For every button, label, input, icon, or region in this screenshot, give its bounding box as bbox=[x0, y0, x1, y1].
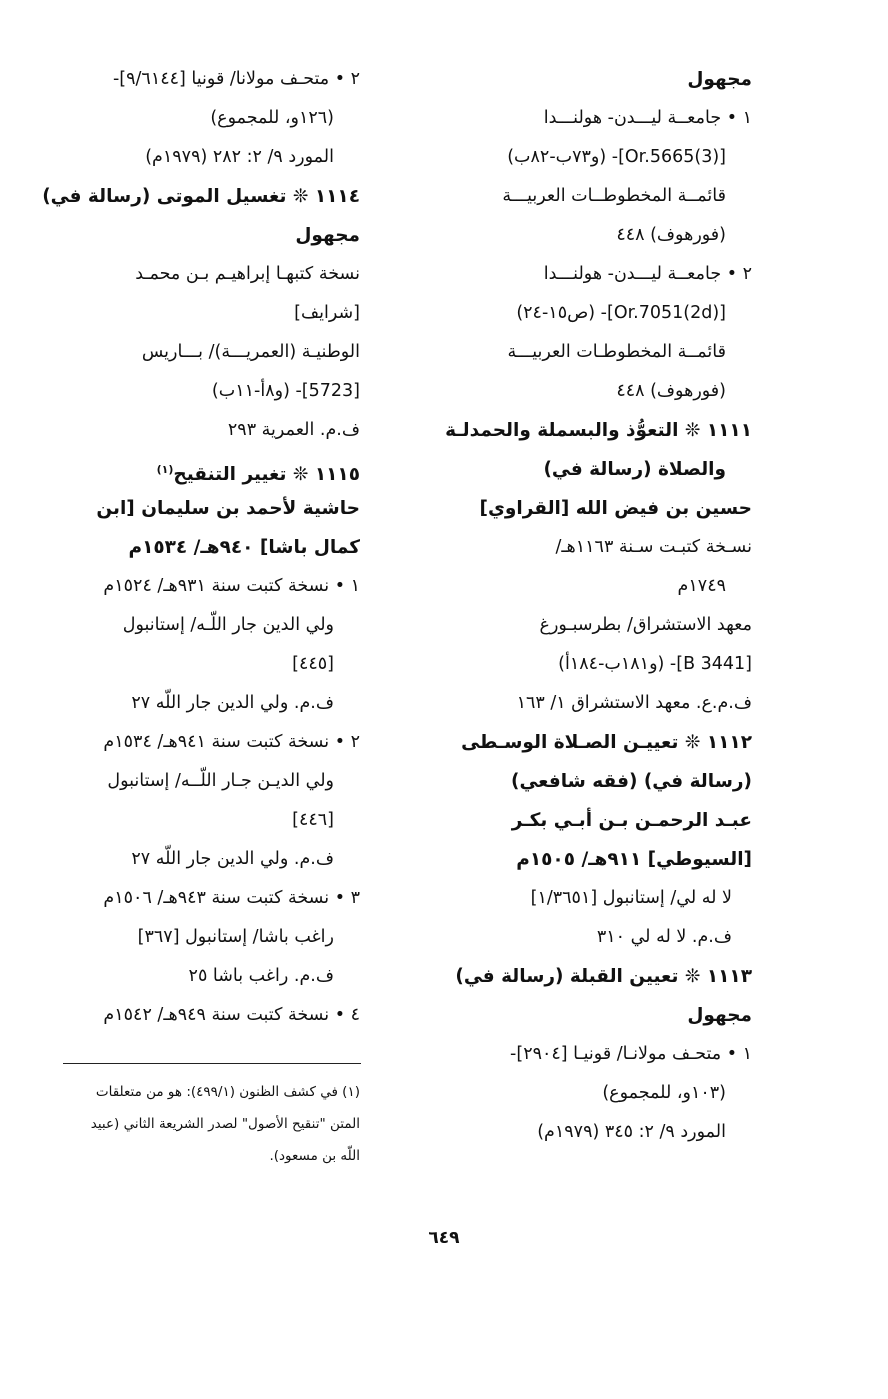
footnote bbox=[15, 1076, 360, 1172]
author-heading-cont: [السيوطي] ٩١١هـ/ ١٥٠٥م bbox=[516, 849, 752, 870]
manuscript-entry: نسـخة كتبـت سـنة ١١٦٣هـ/ bbox=[555, 537, 752, 557]
right-column bbox=[408, 60, 752, 1152]
manuscript-shelfmark: [٤٤٥] bbox=[292, 654, 334, 674]
page-number: ٦٤٩ bbox=[428, 1228, 460, 1248]
manuscript-library: لا له لي/ إستانبول [١/٣٦٥١] bbox=[530, 888, 732, 908]
manuscript-source: قائمــة المخطوطــات العربيـــة bbox=[502, 186, 726, 206]
entry-title bbox=[15, 450, 360, 489]
author-heading: حسين بن فيض الله [القراوي] bbox=[479, 498, 752, 519]
manuscript-shelfmark: [٤٤٦] bbox=[292, 810, 334, 830]
manuscript-date: ١٧٤٩م bbox=[677, 576, 726, 596]
entry-title: ١١١١ ❊ التعوُّذ والبسملة والحمدلـة bbox=[445, 420, 752, 441]
manuscript-library: معهد الاستشراق/ بطرسبـورغ bbox=[539, 615, 752, 635]
manuscript-entry-cont: [شرايف] bbox=[294, 303, 360, 323]
footnote-line: (١) في كشف الظنون (٤٩٩/١): هو من متعلقات bbox=[95, 1084, 360, 1100]
manuscript-source: (فورهوف) ٤٤٨ bbox=[616, 381, 726, 401]
manuscript-source: المورد ٩/ ٢: ٢٨٢ (١٩٧٩م) bbox=[145, 147, 334, 167]
manuscript-source: قائمــة المخطوطـات العربيـــة bbox=[507, 342, 726, 362]
manuscript-source: ف.م. ولي الدين جار اللّه ٢٧ bbox=[131, 693, 334, 713]
manuscript-entry: ١ • جامعــة ليـــدن- هولنـــدا bbox=[543, 108, 752, 128]
manuscript-source: (فورهوف) ٤٤٨ bbox=[616, 225, 726, 245]
entry-title-text: ١١١٥ ❊ تغيير التنقيح bbox=[173, 464, 360, 486]
manuscript-entry: ٢ • متحـف مولانا/ قونيا [٩/٦١٤٤]- bbox=[112, 69, 360, 89]
manuscript-source: ف.م. راغب باشا ٢٥ bbox=[188, 966, 334, 986]
manuscript-shelfmark: [B 3441]- (و١٨١ب-١٨٤أ) bbox=[558, 654, 752, 674]
entry-title-cont: والصلاة (رسالة في) bbox=[543, 459, 726, 480]
entry-title: ١١١٣ ❊ تعيين القبلة (رسالة في) bbox=[455, 966, 752, 987]
manuscript-entry: ١ • نسخة كتبت سنة ٩٣١هـ/ ١٥٢٤م bbox=[103, 576, 360, 596]
manuscript-source: ف.م.ع. معهد الاستشراق ١/ ١٦٣ bbox=[516, 693, 752, 713]
manuscript-source: المورد ٩/ ٢: ٣٤٥ (١٩٧٩م) bbox=[537, 1122, 726, 1142]
author-heading: عبـد الرحمـن بـن أبـي بكـر bbox=[511, 810, 752, 831]
manuscript-library: ولي الديـن جـار اللّــه/ إستانبول bbox=[107, 771, 334, 791]
author-heading: مجهول bbox=[295, 225, 360, 246]
left-column bbox=[15, 60, 360, 1035]
manuscript-entry: ٢ • جامعــة ليـــدن- هولنـــدا bbox=[543, 264, 752, 284]
manuscript-folio: (١٢٦و، للمجموع) bbox=[210, 108, 334, 128]
footnote-line: اللّه بن مسعود). bbox=[269, 1148, 360, 1164]
manuscript-library: راغب باشا/ إستانبول [٣٦٧] bbox=[137, 927, 334, 947]
manuscript-entry: ٤ • نسخة كتبت سنة ٩٤٩هـ/ ١٥٤٢م bbox=[103, 1005, 360, 1025]
footnote-marker: (١) bbox=[156, 463, 174, 476]
author-heading: حاشية لأحمد بن سليمان [ابن bbox=[96, 498, 360, 519]
manuscript-shelfmark: [Or.5665(3)]- (و٧٣ب-٨٢ب) bbox=[507, 147, 726, 167]
entry-title-cont: (رسالة في) (فقه شافعي) bbox=[511, 771, 752, 792]
manuscript-source: ف.م. ولي الدين جار اللّه ٢٧ bbox=[131, 849, 334, 869]
manuscript-entry: ٢ • نسخة كتبت سنة ٩٤١هـ/ ١٥٣٤م bbox=[103, 732, 360, 752]
manuscript-shelfmark: [5723]- (و٨أ-١١ب) bbox=[211, 381, 360, 401]
manuscript-entry: ٣ • نسخة كتبت سنة ٩٤٣هـ/ ١٥٠٦م bbox=[103, 888, 360, 908]
manuscript-entry: نسخة كتبهـا إبراهيـم بـن محمـد bbox=[135, 264, 360, 284]
manuscript-source: ف.م. العمرية ٢٩٣ bbox=[227, 420, 360, 440]
footnote-rule bbox=[63, 1063, 361, 1064]
author-heading-cont: كمال باشا] ٩٤٠هـ/ ١٥٣٤م bbox=[128, 537, 360, 558]
manuscript-library: ولي الدين جار اللّـه/ إستانبول bbox=[122, 615, 334, 635]
manuscript-source: ف.م. لا له لي ٣١٠ bbox=[596, 927, 732, 947]
entry-title: ١١١٤ ❊ تغسيل الموتى (رسالة في) bbox=[42, 186, 360, 207]
manuscript-folio: (١٠٣و، للمجموع) bbox=[602, 1083, 726, 1103]
manuscript-library: الوطنيـة (العمريـــة)/ بـــاريس bbox=[141, 342, 360, 362]
manuscript-shelfmark: [Or.7051(2d)]- (ص١٥-٢٤) bbox=[516, 303, 726, 323]
footnote-line: المتن "تنقيح الأصول" لصدر الشريعة الثاني (عبيد bbox=[90, 1116, 360, 1132]
manuscript-entry: ١ • متحـف مولانـا/ قونيـا [٢٩٠٤]- bbox=[510, 1044, 752, 1064]
entry-title: ١١١٢ ❊ تعييـن الصـلاة الوسـطى bbox=[461, 732, 752, 753]
author-heading: مجهول bbox=[687, 1005, 752, 1026]
author-heading: مجهول bbox=[687, 69, 752, 90]
